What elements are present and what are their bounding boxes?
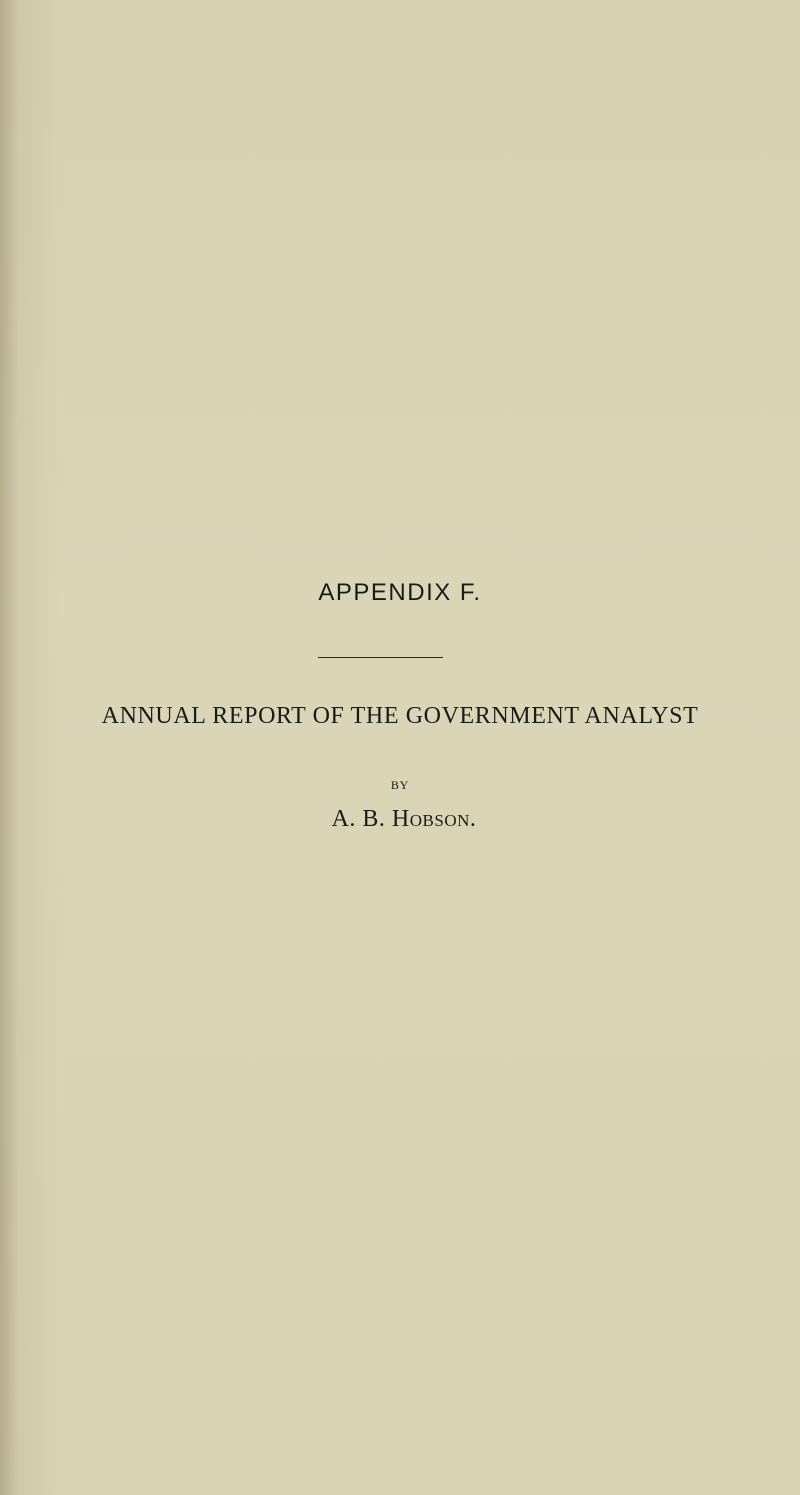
author-name bbox=[0, 804, 800, 834]
heading-divider bbox=[318, 657, 443, 658]
author-name-text: A. B. Hobson. bbox=[331, 806, 477, 832]
byline-label: BY bbox=[390, 778, 410, 792]
report-title: ANNUAL REPORT OF THE GOVERNMENT ANALYST bbox=[101, 703, 699, 729]
appendix-heading: APPENDIX F. bbox=[318, 579, 482, 606]
